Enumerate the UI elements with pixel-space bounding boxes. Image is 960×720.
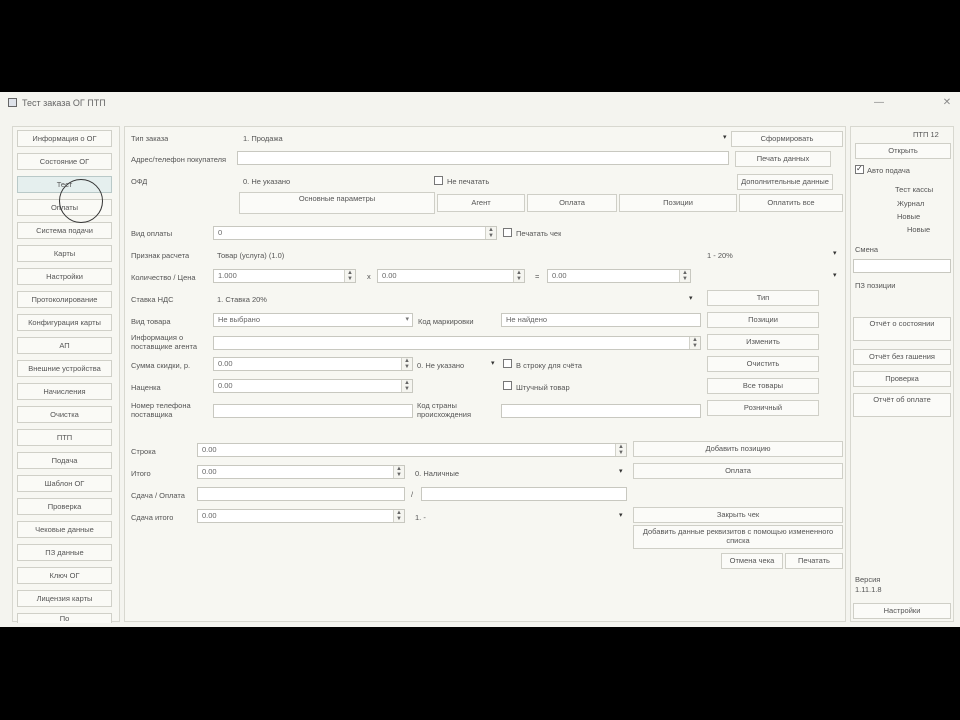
payment-label: Вид оплаты <box>131 229 173 238</box>
extra-label: Наценка <box>131 383 161 392</box>
qty-input[interactable] <box>213 269 356 283</box>
discount-value: 0.00 <box>218 359 233 368</box>
additional-data-button[interactable]: Добавить данные реквизитов с помощью измененного списка <box>633 525 843 549</box>
version-value: 1.11.1.8 <box>855 585 882 594</box>
type2-value: Не выбрано <box>218 315 260 324</box>
tax-select[interactable]: 1 - 20% <box>707 251 733 260</box>
print-check-label: Печатать чек <box>516 229 562 238</box>
piece-goods-checkbox[interactable] <box>503 381 512 390</box>
close-button[interactable]: ✕ <box>942 97 952 108</box>
sum-spinner[interactable]: ▲ ▼ <box>679 270 690 282</box>
app-icon <box>8 98 17 107</box>
retail-button[interactable]: Розничный <box>707 400 819 416</box>
cancel-check-button[interactable]: Отмена чека <box>721 553 783 569</box>
type2-label: Вид товара <box>131 317 171 326</box>
nav-item-logging[interactable]: Протоколирование <box>17 291 112 308</box>
change-spinner[interactable]: ▲ ▼ <box>393 510 404 522</box>
payment-amount-input[interactable] <box>421 487 627 501</box>
nav-item-key[interactable]: Ключ ОГ <box>17 567 112 584</box>
piece-goods-label: Штучный товар <box>516 383 570 392</box>
nav-item-cards[interactable]: Карты <box>17 245 112 262</box>
title-bar <box>0 92 960 114</box>
x-report-button[interactable]: Отчёт без гашения <box>853 349 951 365</box>
check-button[interactable]: Проверка <box>853 371 951 387</box>
change-dropdown-icon[interactable]: ▾ <box>619 512 623 519</box>
test-label: Тест кассы <box>895 185 934 194</box>
change-input[interactable] <box>197 509 405 523</box>
tab-main[interactable]: Основные параметры <box>239 192 435 214</box>
pz-positions-label: ПЗ позиции <box>855 281 896 290</box>
string-label: Строка <box>131 447 156 456</box>
nav-item-clear[interactable]: Очистка <box>17 406 112 423</box>
type2-dropdown-icon: ▾ <box>405 316 409 323</box>
nav-item-ap[interactable]: АП <box>17 337 112 354</box>
payment-spinner[interactable]: ▲ ▼ <box>485 227 496 239</box>
cash-label: Сдача / Оплата <box>131 491 185 500</box>
string-value: 0.00 <box>202 445 217 454</box>
type2-input[interactable] <box>213 313 413 327</box>
right-panel <box>850 126 954 622</box>
log-label: Журнал <box>897 199 925 208</box>
delete-button[interactable]: Очистить <box>707 356 819 372</box>
nav-item-settings[interactable]: Настройки <box>17 268 112 285</box>
positions-button[interactable]: Позиции <box>707 312 819 328</box>
change-select[interactable]: 1. - <box>415 513 426 522</box>
additional-text-button[interactable]: Дополнительные данные <box>737 174 833 190</box>
discount-spinner[interactable]: ▲ ▼ <box>401 358 412 370</box>
discount-select[interactable]: 0. Не указано <box>417 361 465 370</box>
extra-value: 0.00 <box>218 381 233 390</box>
position-type-label: Признак расчета <box>131 251 190 260</box>
price-spinner[interactable]: ▲ ▼ <box>513 270 524 282</box>
tax-select-dropdown-icon[interactable]: ▾ <box>833 250 837 257</box>
nav-item-check[interactable]: Проверка <box>17 498 112 515</box>
change-value: 0.00 <box>202 511 217 520</box>
price-input[interactable] <box>377 269 525 283</box>
qty-multiply-sign: x <box>367 272 371 281</box>
minimize-button[interactable]: — <box>874 97 884 108</box>
supplier-name-label: Код страны происхождения <box>417 401 472 419</box>
info-label: Информация о поставщике агента <box>131 333 198 351</box>
total-payment-select[interactable]: 0. Наличные <box>415 469 460 478</box>
total-value: 0.00 <box>202 467 217 476</box>
nav-item-license[interactable]: Лицензия карты <box>17 590 112 607</box>
position-type-select[interactable]: Товар (услуга) (1.0) <box>217 251 285 260</box>
app-window <box>0 92 960 627</box>
total-label: Итого <box>131 469 151 478</box>
ofd-label: ОФД <box>131 177 148 186</box>
nav-item-receipts[interactable]: Чековые данные <box>17 521 112 538</box>
total-input[interactable] <box>197 465 405 479</box>
tab-payment[interactable]: Оплата <box>527 194 617 212</box>
qty-value: 1.000 <box>218 271 237 280</box>
info-input[interactable] <box>213 336 701 350</box>
price-value: 0.00 <box>382 271 397 280</box>
cursor-highlight-circle <box>59 179 103 223</box>
type-dropdown-icon[interactable]: ▾ <box>723 134 727 141</box>
new-label: Новые <box>897 212 921 221</box>
device-header: ПТП 12 <box>913 130 939 139</box>
nav-item-charges[interactable]: Начисления <box>17 383 112 400</box>
extra-input[interactable] <box>213 379 413 393</box>
cash-slash: / <box>411 490 414 499</box>
tab-agent[interactable]: Агент <box>437 194 525 212</box>
address-input[interactable] <box>237 151 729 165</box>
discount-dropdown-icon[interactable]: ▾ <box>491 360 495 367</box>
string-input[interactable] <box>197 443 627 457</box>
supplier-label: Номер телефона поставщика <box>131 401 191 419</box>
type-select[interactable]: 1. Продажа <box>243 134 283 143</box>
ofd-select[interactable]: 0. Не указано <box>243 177 291 186</box>
auto-checkbox[interactable] <box>855 165 864 174</box>
qty-spinner[interactable]: ▲ ▼ <box>344 270 355 282</box>
ofd-check-label: Не печатать <box>447 177 490 186</box>
nav-item-devices[interactable]: Внешние устройства <box>17 360 112 377</box>
type-button[interactable]: Тип <box>707 290 819 306</box>
nav-item-test[interactable]: Тест <box>17 176 112 193</box>
auto-label: Авто подача <box>867 166 910 175</box>
tax-rate-select[interactable]: 1. Ставка 20% <box>217 295 267 304</box>
all-goods-button[interactable]: Все товары <box>707 378 819 394</box>
code-input[interactable]: Не найдено <box>501 313 701 327</box>
close-check-button[interactable]: Закрыть чек <box>633 507 843 523</box>
print-check-button[interactable]: Печатать <box>785 553 843 569</box>
tab-positions[interactable]: Позиции <box>619 194 737 212</box>
address-label: Адрес/телефон покупателя <box>131 155 227 164</box>
tax-rate-dropdown-icon[interactable]: ▾ <box>689 295 693 302</box>
discount-checkbox[interactable] <box>503 359 512 368</box>
payment-report-button[interactable]: Отчёт об оплате <box>853 393 951 417</box>
discount-check-label: В строку для счёта <box>516 361 582 370</box>
qty-label: Количество / Цена <box>131 273 196 282</box>
string-spinner[interactable]: ▲ ▼ <box>615 444 626 456</box>
code-label: Код маркировки <box>418 317 474 326</box>
equals-sign: = <box>535 272 540 281</box>
tax-dropdown-icon[interactable]: ▾ <box>833 272 837 279</box>
discount-input[interactable] <box>213 357 413 371</box>
tax-label: Ставка НДС <box>131 295 174 304</box>
nav-item-supply[interactable]: Подача <box>17 452 112 469</box>
report-button[interactable]: Отчёт о состоянии <box>853 317 951 341</box>
print-check-checkbox[interactable] <box>503 228 512 237</box>
payment-input[interactable] <box>213 226 497 240</box>
extra-spinner[interactable]: ▲ ▼ <box>401 380 412 392</box>
new-label-2: Новые <box>907 225 931 234</box>
info-spinner[interactable]: ▲ ▼ <box>689 337 700 349</box>
print-data-button[interactable]: Печать данных <box>735 151 831 167</box>
type-label: Тип заказа <box>131 134 169 143</box>
session-field <box>853 259 951 273</box>
add-position-button[interactable]: Добавить позицию <box>633 441 843 457</box>
nav-item-pz[interactable]: ПЗ данные <box>17 544 112 561</box>
nav-item-po[interactable]: По <box>17 613 112 623</box>
version-label: Версия <box>855 575 881 584</box>
total-spinner[interactable]: ▲ ▼ <box>393 466 404 478</box>
ofd-checkbox[interactable] <box>434 176 443 185</box>
nav-item-template[interactable]: Шаблон ОГ <box>17 475 112 492</box>
cash-input[interactable] <box>197 487 405 501</box>
sum-value: 0.00 <box>552 271 567 280</box>
supplier-name-input[interactable] <box>501 404 701 418</box>
supplier-input[interactable] <box>213 404 413 418</box>
payment-value: 0 <box>218 228 223 237</box>
nav-item-ptp[interactable]: ПТП <box>17 429 112 446</box>
main-form <box>124 126 846 622</box>
session-label: Смена <box>855 245 879 254</box>
tab-pay-all[interactable]: Оплатить все <box>739 194 843 212</box>
nav-item-state[interactable]: Состояние ОГ <box>17 153 112 170</box>
sum-input[interactable] <box>547 269 691 283</box>
nav-item-payments[interactable]: Оплаты <box>17 199 112 216</box>
change-label: Сдача итого <box>131 513 174 522</box>
nav-item-config[interactable]: Конфигурация карты <box>17 314 112 331</box>
nav-item-system[interactable]: Система подачи <box>17 222 112 239</box>
discount-label: Сумма скидки, р. <box>131 361 191 370</box>
total-dropdown-icon[interactable]: ▾ <box>619 468 623 475</box>
window-title: Тест заказа ОГ ПТП <box>22 98 106 108</box>
settings-button[interactable]: Настройки <box>853 603 951 619</box>
nav-item-info[interactable]: Информация о ОГ <box>17 130 112 147</box>
change-button[interactable]: Изменить <box>707 334 819 350</box>
form-button[interactable]: Сформировать <box>731 131 843 147</box>
pay-button[interactable]: Оплата <box>633 463 843 479</box>
open-button[interactable]: Открыть <box>855 143 951 159</box>
